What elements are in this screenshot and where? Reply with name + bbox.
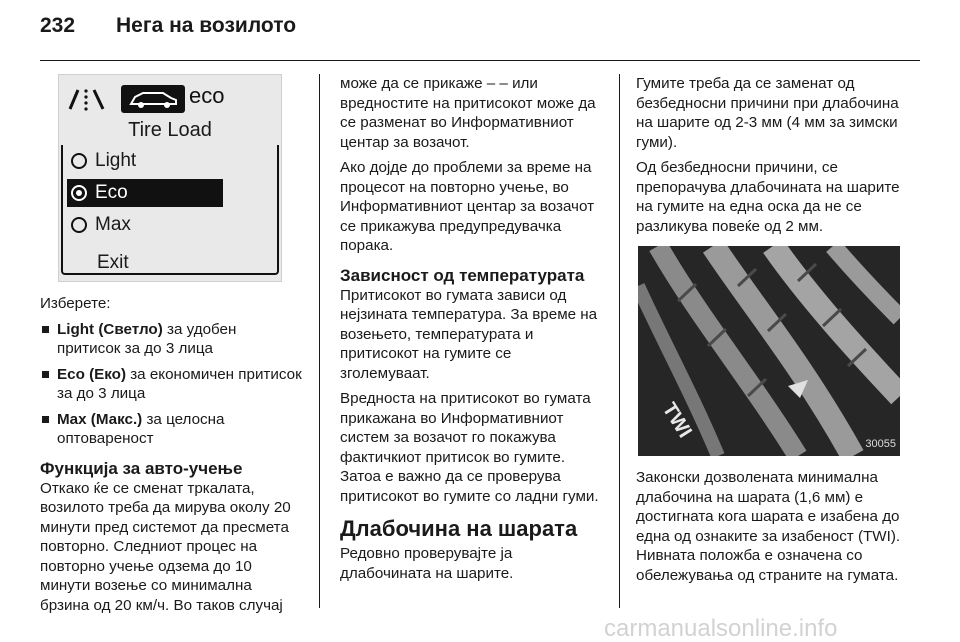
page-number: 232 <box>40 14 76 37</box>
car-tab <box>121 85 185 113</box>
list-item <box>40 320 304 359</box>
bullet-icon <box>42 416 49 423</box>
list-item <box>40 365 304 404</box>
bullet-text: за економичен притисок за до 3 лица <box>57 365 302 402</box>
page-header <box>40 14 297 38</box>
paragraph: Притисокот во гумата зависи од нејзината температура. За време на возењето, температурата и притисокот на гумите се зголемуваат. <box>340 286 598 382</box>
tread-depth-heading: Длабочина на шарата <box>340 516 578 541</box>
option-light[interactable] <box>67 147 223 175</box>
watermark: carmanualsonline.info <box>604 615 838 642</box>
section-title: Нега на возилото <box>116 14 297 37</box>
intro-text: Изберете: <box>40 295 111 312</box>
option-label: Eco <box>95 182 128 203</box>
paragraph: Редовно проверувајте ја длабочината на шарите. <box>340 545 514 582</box>
paragraph: Од безбедносни причини, се препорачува длабочината на шарите на гумите на една оска да не се разликува повеќе од 2 мм. <box>636 159 900 235</box>
radio-selected-icon <box>71 185 87 201</box>
radio-icon <box>71 217 87 233</box>
temperature-heading: Зависност од температурата <box>340 265 585 285</box>
tire-load-display <box>58 74 282 282</box>
option-list <box>40 320 304 449</box>
display-title: Tire Load <box>128 119 212 141</box>
bullet-text: за целосна оптовареност <box>57 410 225 447</box>
car-icon <box>121 85 185 113</box>
bullet-term: Light (Светло) <box>57 320 163 338</box>
paragraph: Вредноста на притисокот во гумата прикажана во Информативниот систем за возачот го покажува фактичкиот притисок во гумите. Затоа е важно да се проверува притисокот во гумите со ладни гуми. <box>340 390 599 505</box>
figure-number: 30055 <box>865 437 896 450</box>
display-top-bar <box>65 85 275 113</box>
paragraph: Ако дојде до проблеми за време на процесот на повторно учење, во Информативниот центар за возачот се прикажува предупредувачка порака. <box>340 159 595 254</box>
paragraph: Законски дозволената минимална длабочина на шарата (1,6 мм) е достигната кога шарата е изабена до една од ознаките за изабеност (TWI). Нивната положба е означена со обележувања од страните на гумата. <box>636 469 901 584</box>
eco-label: eco <box>189 83 225 108</box>
bullet-icon <box>42 371 49 378</box>
column-divider <box>319 74 320 608</box>
paragraph: Гумите треба да се заменат од безбедносни причини при длабочина на шарите од 2-3 мм (4 мм за зимски гуми). <box>636 75 899 151</box>
twi-marker-label: TWI <box>657 398 696 442</box>
bullet-icon <box>42 326 49 333</box>
paragraph: може да се прикаже – – или вредностите на притисокот може да се разменат во Информативниот центар за возачот. <box>340 75 596 151</box>
option-label: Max <box>95 214 131 235</box>
tire-tread-figure <box>638 246 900 456</box>
column-divider <box>619 74 620 608</box>
bullet-term: Max (Макс.) <box>57 410 143 428</box>
option-label: Light <box>95 150 137 171</box>
bullet-term: Eco (Еко) <box>57 365 126 383</box>
bullet-text: за удобен притисок за до 3 лица <box>57 320 237 357</box>
auto-learn-text: Откако ќе се сменат тркалата, возилото треба да мирува околу 20 минути пред системот да пресмета повторно. Следниот процес на повторно учење одзема до 10 минути возење со минимална брзина од 20 км/ч. Во таков случај <box>40 479 291 614</box>
list-item <box>40 410 304 449</box>
option-eco[interactable] <box>67 179 223 207</box>
road-signal-icon <box>65 87 119 111</box>
tire-load-menu <box>61 145 279 275</box>
radio-icon <box>71 153 87 169</box>
header-rule <box>40 60 920 61</box>
tire-tread-image <box>638 246 900 456</box>
option-exit[interactable]: Exit <box>97 252 129 273</box>
column-3 <box>636 74 904 591</box>
option-max[interactable] <box>67 211 223 239</box>
auto-learn-heading: Функција за авто-учење <box>40 458 243 478</box>
column-2 <box>340 74 604 589</box>
column-1 <box>40 74 304 621</box>
